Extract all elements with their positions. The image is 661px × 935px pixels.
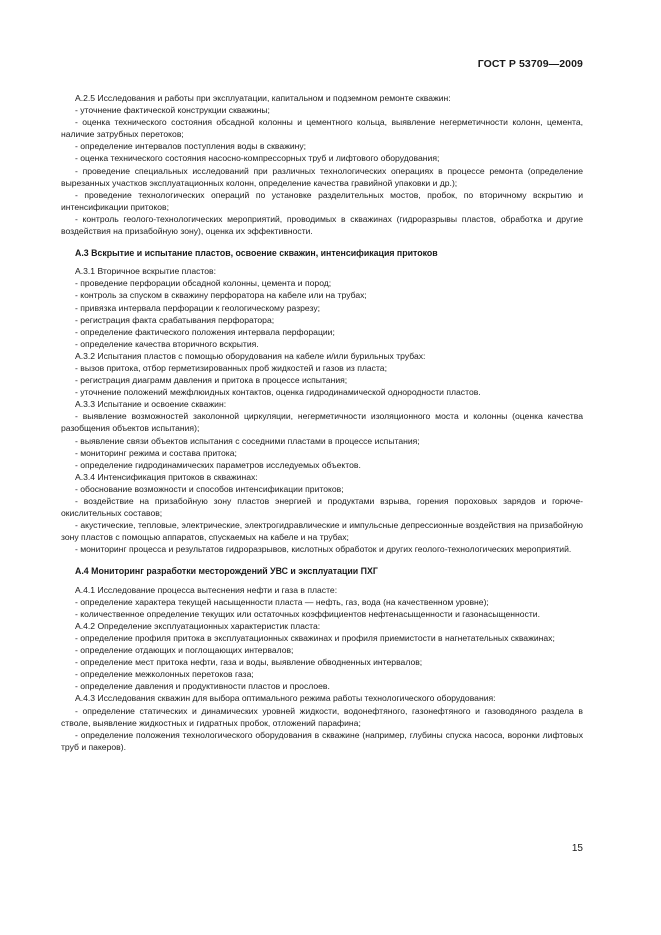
list-item: - определение положения технологического оборудования в скважине (например, глубины спуска насоса, воронки лифтовых труб и пакеров). bbox=[61, 729, 583, 752]
document-id: ГОСТ Р 53709—2009 bbox=[477, 58, 583, 70]
paragraph: А.4.2 Определение эксплуатационных характеристик пласта: bbox=[75, 620, 321, 631]
list-item: - вызов притока, отбор герметизированных проб жидкостей и газов из пласта; bbox=[75, 362, 387, 373]
list-item: - проведение перфорации обсадной колонны, цемента и пород; bbox=[75, 278, 332, 289]
page-number: 15 bbox=[571, 843, 583, 854]
section-a2-5 bbox=[61, 92, 583, 237]
list-item: - мониторинг процесса и результатов гидроразрывов, кислотных обработок и других геолого-технологических мероприятий. bbox=[75, 544, 572, 555]
list-item: - определение фактического положения интервала перфорации; bbox=[75, 326, 335, 337]
paragraph: А.4.1 Исследование процесса вытеснения нефти и газа в пласте: bbox=[75, 584, 338, 595]
list-item: - определение статических и динамических уровней жидкости, водонефтяного, газонефтяного и газоводяного раздела в стволе, выявление жидкостных и гидратных пробок, отложений парафина; bbox=[61, 705, 583, 728]
section-heading: А.3 Вскрытие и испытание пластов, освоение скважин, интенсификация притоков bbox=[75, 248, 438, 259]
list-item: - мониторинг режима и состава притока; bbox=[75, 447, 237, 458]
list-item: - выявление возможностей заколонной циркуляции, негерметичности изоляционного моста и колонны (оценка качества разобщения объектов испытания); bbox=[61, 411, 583, 434]
section-a4 bbox=[61, 565, 583, 752]
list-item: - контроль за спуском в скважину перфоратора на кабеле или на трубах; bbox=[75, 290, 367, 301]
list-item: - определение межколонных перетоков газа; bbox=[75, 669, 254, 680]
list-item: - уточнение фактической конструкции скважины; bbox=[75, 105, 270, 116]
paragraph: А.3.3 Испытание и освоение скважин: bbox=[75, 399, 227, 410]
list-item: - регистрация факта срабатывания перфоратора; bbox=[75, 314, 275, 325]
list-item: - привязка интервала перфорации к геологическому разрезу; bbox=[75, 302, 321, 313]
list-item: - определение гидродинамических параметров исследуемых объектов. bbox=[75, 459, 361, 470]
list-item: - контроль геолого-технологических мероприятий, проводимых в скважинах (гидроразрывы пластов, обработка и другие воздействия на призабойную зону), оценка их эффективности. bbox=[61, 213, 583, 237]
paragraph: А.3.4 Интенсификация притоков в скважинах: bbox=[75, 471, 258, 482]
list-item: - определение мест притока нефти, газа и воды, выявление обводненных интервалов; bbox=[75, 657, 423, 668]
list-item: - обоснование возможности и способов интенсификации притоков; bbox=[75, 483, 344, 494]
list-item: - оценка технического состояния насосно-компрессорных труб и лифтового оборудования; bbox=[75, 153, 440, 164]
list-item: - оценка технического состояния обсадной колонны и цементного кольца, выявление негерметичности колонн, цемента, наличие затрубных перетоков; bbox=[61, 117, 583, 140]
list-item: - акустические, тепловые, электрические, электрогидравлические и импульсные депрессионные воздействия на призабойную зону пластов с помощью аппаратов, спускаемых на кабеле и на трубах; bbox=[61, 520, 583, 543]
section-heading: А.4 Мониторинг разработки месторождений УВС и эксплуатации ПХГ bbox=[75, 566, 378, 577]
document-body bbox=[61, 92, 583, 753]
list-item: - определение интервалов поступления воды в скважину; bbox=[75, 141, 307, 152]
list-item: - проведение специальных исследований при различных технологических операциях в процессе ремонта (определение вырезанных участков эксплуатационных колонн, определение качества гравийной упаковки и др.); bbox=[61, 165, 583, 188]
list-item: - воздействие на призабойную зону пластов энергией и продуктами взрыва, горения пороховых зарядов и горюче-окислительных составов; bbox=[61, 496, 583, 519]
section-a3 bbox=[61, 247, 583, 555]
list-item: - определение давления и продуктивности пластов и прослоев. bbox=[75, 681, 330, 692]
list-item: - определение качества вторичного вскрытия. bbox=[75, 338, 259, 349]
list-item: - количественное определение текущих или остаточных коэффициентов нефтенасыщенности и газонасыщенности. bbox=[75, 608, 540, 619]
paragraph: А.3.2 Испытания пластов с помощью оборудования на кабеле и/или бурильных трубах: bbox=[75, 350, 426, 361]
list-item: - регистрация диаграмм давления и притока в процессе испытания; bbox=[75, 375, 348, 386]
list-item: - уточнение положений межфлюидных контактов, оценка гидродинамической однородности пластов. bbox=[75, 387, 481, 398]
list-item: - проведение технологических операций по установке разделительных мостов, пробок, по вторичному вскрытию и интенсификации притоков; bbox=[61, 189, 583, 212]
list-item: - определение отдающих и поглощающих интервалов; bbox=[75, 645, 294, 656]
paragraph: А.3.1 Вторичное вскрытие пластов: bbox=[75, 266, 216, 277]
list-item: - выявление связи объектов испытания с соседними пластами в процессе испытания; bbox=[75, 435, 420, 446]
list-item: - определение профиля притока в эксплуатационных скважинах и профиля приемистости в нагнетательных скважинах; bbox=[75, 632, 555, 643]
paragraph: А.2.5 Исследования и работы при эксплуатации, капитальном и подземном ремонте скважин: bbox=[75, 93, 451, 103]
paragraph: А.4.3 Исследования скважин для выбора оптимального режима работы технологического оборудования: bbox=[75, 693, 496, 704]
list-item: - определение характера текущей насыщенности пласта — нефть, газ, вода (на качественном уровне); bbox=[75, 596, 489, 607]
